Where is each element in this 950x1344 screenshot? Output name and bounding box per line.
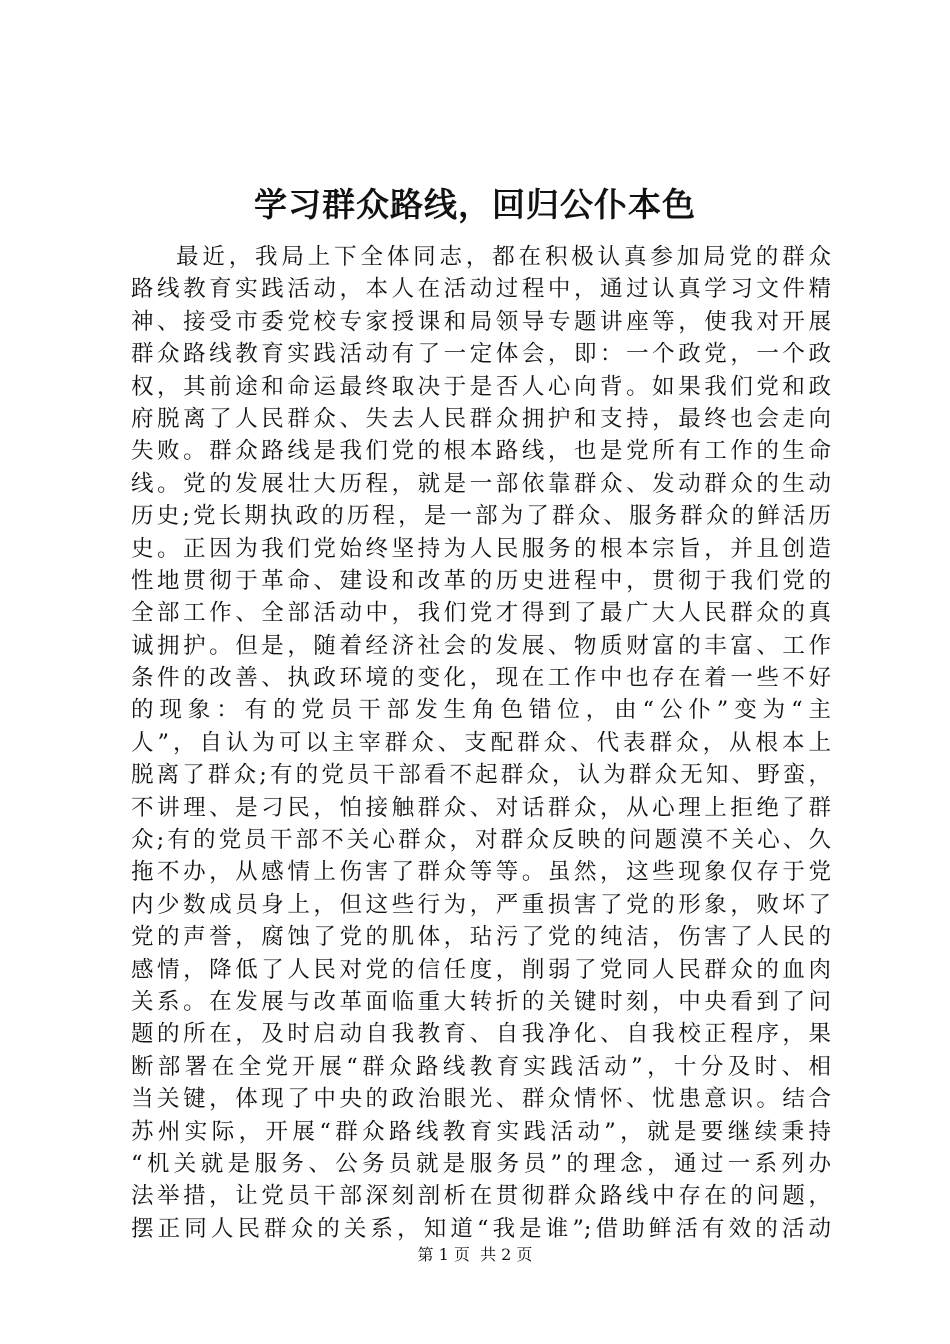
body-line: 群众路线教育实践活动有了一定体会，即：一个政党，一个政 xyxy=(131,341,831,368)
body-line: 法举措，让党员干部深刻剖析在贯彻群众路线中存在的问题， xyxy=(131,1183,831,1210)
document-title: 学习群众路线，回归公仆本色 xyxy=(254,185,696,224)
page-number-label: 第 1 页 共 2 页 xyxy=(417,1245,533,1264)
body-line: 府脱离了人民群众、失去人民群众拥护和支持，最终也会走向 xyxy=(131,405,831,432)
body-line: 拖不办，从感情上伤害了群众等等。虽然，这些现象仅存于党 xyxy=(131,859,831,886)
page-footer xyxy=(0,1244,950,1266)
document-body xyxy=(131,241,831,1245)
body-line: 最近，我局上下全体同志，都在积极认真参加局党的群众 xyxy=(176,244,831,270)
body-line: 摆正同人民群众的关系，知道“我是谁”;借助鲜活有效的活动 xyxy=(131,1215,831,1242)
body-line: 题的所在，及时启动自我教育、自我净化、自我校正程序，果 xyxy=(131,1021,831,1048)
body-line: 历史;党长期执政的历程，是一部为了群众、服务群众的鲜活历 xyxy=(131,503,831,530)
body-line: 神、接受市委党校专家授课和局领导专题讲座等，使我对开展 xyxy=(131,308,831,335)
body-line: 诚拥护。但是，随着经济社会的发展、物质财富的丰富、工作 xyxy=(131,632,831,659)
body-line: 不讲理、是刁民，怕接触群众、对话群众，从心理上拒绝了群 xyxy=(131,794,831,821)
body-line: 人”，自认为可以主宰群众、支配群众、代表群众，从根本上 xyxy=(131,729,831,756)
body-line: 脱离了群众;有的党员干部看不起群众，认为群众无知、野蛮， xyxy=(131,762,831,789)
body-line: 性地贯彻于革命、建设和改革的历史进程中，贯彻于我们党的 xyxy=(131,567,831,594)
body-line: 党的声誉，腐蚀了党的肌体，玷污了党的纯洁，伤害了人民的 xyxy=(131,924,831,951)
body-line: 内少数成员身上，但这些行为，严重损害了党的形象，败坏了 xyxy=(131,891,831,918)
body-line: 条件的改善、执政环境的变化，现在工作中也存在着一些不好 xyxy=(131,665,831,692)
body-line: 的现象：有的党员干部发生角色错位，由“公仆”变为“主 xyxy=(131,697,831,724)
body-line: 当关键，体现了中央的政治眼光、群众情怀、忧患意识。结合 xyxy=(131,1086,831,1113)
body-line: 众;有的党员干部不关心群众，对群众反映的问题漠不关心、久 xyxy=(131,827,831,854)
body-line: 关系。在发展与改革面临重大转折的关键时刻，中央看到了问 xyxy=(131,988,831,1015)
body-line: 线。党的发展壮大历程，就是一部依靠群众、发动群众的生动 xyxy=(131,470,831,497)
body-line: 权，其前途和命运最终取决于是否人心向背。如果我们党和政 xyxy=(131,373,831,400)
body-line: 断部署在全党开展“群众路线教育实践活动”，十分及时、相 xyxy=(131,1053,831,1080)
body-line: 全部工作、全部活动中，我们党才得到了最广大人民群众的真 xyxy=(131,600,831,627)
body-line: 苏州实际，开展“群众路线教育实践活动”，就是要继续秉持 xyxy=(131,1118,831,1145)
body-line: 史。正因为我们党始终坚持为人民服务的根本宗旨，并且创造 xyxy=(131,535,831,562)
body-line: “机关就是服务、公务员就是服务员”的理念，通过一系列办 xyxy=(131,1150,831,1177)
body-line: 感情，降低了人民对党的信任度，削弱了党同人民群众的血肉 xyxy=(131,956,831,983)
body-line: 路线教育实践活动，本人在活动过程中，通过认真学习文件精 xyxy=(131,276,831,303)
body-line: 失败。群众路线是我们党的根本路线，也是党所有工作的生命 xyxy=(131,438,831,465)
